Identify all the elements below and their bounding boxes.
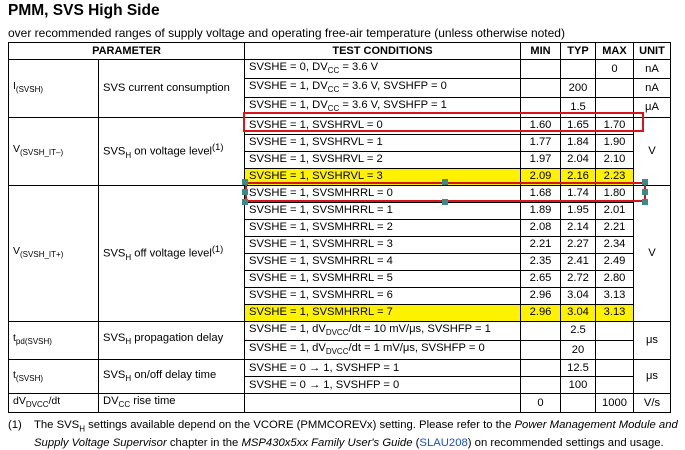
resize-handle[interactable]: [642, 199, 648, 205]
max-value: [596, 377, 634, 394]
typ-value: 1.65: [561, 117, 596, 134]
test-condition: SVSHE = 1, SVSMHRRL = 7: [245, 304, 521, 321]
test-condition: SVSHE = 0 → 1, SVSHFP = 1: [245, 360, 521, 377]
min-value: [521, 79, 561, 98]
typ-value: 100: [561, 377, 596, 394]
unit-value: nA: [634, 79, 671, 98]
max-value: 1.80: [596, 185, 634, 202]
typ-value: [561, 60, 596, 79]
resize-handle[interactable]: [242, 179, 248, 185]
typ-value: 2.72: [561, 270, 596, 287]
min-value: 2.35: [521, 253, 561, 270]
typ-value: 2.41: [561, 253, 596, 270]
min-value: 2.96: [521, 304, 561, 321]
param-symbol: $V_{(SVSH\_IT-)}$: [9, 117, 99, 185]
typ-value: 1.74: [561, 185, 596, 202]
resize-handle[interactable]: [442, 199, 448, 205]
test-condition: SVSHE = 1, SVSMHRRL = 6: [245, 287, 521, 304]
test-condition: SVSHE = 1, $DV_{CC} = 3.6$ V, SVSHFP = 1: [245, 98, 521, 117]
param-description: $SVS_H$ on/off delay time: [99, 360, 245, 394]
resize-handle[interactable]: [242, 199, 248, 205]
resize-handle[interactable]: [642, 189, 648, 195]
unit-value: V: [634, 117, 671, 185]
max-value: [596, 340, 634, 359]
max-value: 2.01: [596, 202, 634, 219]
min-value: 1.97: [521, 151, 561, 168]
table-subtitle: over recommended ranges of supply voltage and operating free-air temperature (unless otherwise noted): [8, 26, 565, 40]
min-value: 2.08: [521, 219, 561, 236]
typ-value: 2.16: [561, 168, 596, 185]
typ-value: 3.04: [561, 287, 596, 304]
footnote: (1) The $SVS_H$ settings available depend on the VCORE (PMMCOREVx) setting. Please refer to the Power Management Module and Supply Voltage Supervisor chapter in the MSP430x5xx Family User's Guide (SLAU208) on recommended settings and usage.: [8, 419, 678, 450]
table-row: [9, 321, 671, 340]
table-row: [9, 394, 671, 413]
footnote-link[interactable]: SLAU208: [419, 437, 468, 450]
typ-value: 20: [561, 340, 596, 359]
unit-value: V: [634, 185, 671, 321]
min-value: 1.68: [521, 185, 561, 202]
test-condition: SVSHE = 1, SVSMHRRL = 3: [245, 236, 521, 253]
max-value: 2.23: [596, 168, 634, 185]
param-description: $SVS_H$ on voltage level$^{(1)}$: [99, 117, 245, 185]
typ-value: 3.04: [561, 304, 596, 321]
max-value: 1.90: [596, 134, 634, 151]
param-symbol: $dV_{DVCC}/dt$: [9, 394, 99, 413]
test-condition: SVSHE = 0, $DV_{CC} = 3.6$ V: [245, 60, 521, 79]
param-description: $SVS_H$ off voltage level$^{(1)}$: [99, 185, 245, 321]
max-value: [596, 321, 634, 340]
test-condition: [245, 394, 521, 413]
typ-value: 2.14: [561, 219, 596, 236]
test-condition: SVSHE = 1, $dV_{DVCC}/dt = 10$ mV/μs, SVSHFP = 1: [245, 321, 521, 340]
max-value: 1.70: [596, 117, 634, 134]
header-typ: TYP: [561, 43, 596, 60]
max-value: [596, 79, 634, 98]
param-symbol: $I_{(SVSH)}$: [9, 60, 99, 118]
param-description: $SVS_H$ propagation delay: [99, 321, 245, 359]
test-condition: SVSHE = 0 → 1, SVSHFP = 0: [245, 377, 521, 394]
max-value: 2.49: [596, 253, 634, 270]
min-value: 0: [521, 394, 561, 413]
typ-value: 2.5: [561, 321, 596, 340]
typ-value: [561, 394, 596, 413]
max-value: 2.80: [596, 270, 634, 287]
test-condition: SVSHE = 1, SVSHRVL = 1: [245, 134, 521, 151]
test-condition: SVSHE = 1, SVSHRVL = 0: [245, 117, 521, 134]
unit-value: μs: [634, 360, 671, 394]
param-symbol: $V_{(SVSH\_IT+)}$: [9, 185, 99, 321]
min-value: 1.60: [521, 117, 561, 134]
min-value: 2.09: [521, 168, 561, 185]
test-condition: SVSHE = 1, SVSMHRRL = 0: [245, 185, 521, 202]
test-condition: SVSHE = 1, SVSMHRRL = 1: [245, 202, 521, 219]
unit-value: nA: [634, 60, 671, 79]
max-value: [596, 360, 634, 377]
param-symbol: $t_{(SVSH)}$: [9, 360, 99, 394]
min-value: 1.89: [521, 202, 561, 219]
min-value: [521, 340, 561, 359]
typ-value: 200: [561, 79, 596, 98]
min-value: [521, 360, 561, 377]
test-condition: SVSHE = 1, SVSMHRRL = 2: [245, 219, 521, 236]
typ-value: 1.84: [561, 134, 596, 151]
unit-value: μA: [634, 98, 671, 117]
table-row: [9, 60, 671, 79]
max-value: 2.34: [596, 236, 634, 253]
annotation-box-on-level: [243, 112, 644, 132]
header-unit: UNIT: [634, 43, 671, 60]
max-value: 2.10: [596, 151, 634, 168]
header-min: MIN: [521, 43, 561, 60]
min-value: 2.21: [521, 236, 561, 253]
page-title: PMM, SVS High Side: [8, 2, 160, 19]
max-value: 3.13: [596, 304, 634, 321]
header-parameter: PARAMETER: [9, 43, 245, 60]
max-value: 3.13: [596, 287, 634, 304]
param-description: SVS current consumption: [99, 60, 245, 118]
max-value: 2.21: [596, 219, 634, 236]
min-value: 1.77: [521, 134, 561, 151]
test-condition: SVSHE = 1, SVSHRVL = 2: [245, 151, 521, 168]
min-value: 2.96: [521, 287, 561, 304]
typ-value: 1.95: [561, 202, 596, 219]
table-row: [9, 360, 671, 377]
footnote-mark: (1): [8, 419, 22, 431]
header-row: [9, 43, 671, 60]
test-condition: SVSHE = 1, $dV_{DVCC}/dt = 1$ mV/μs, SVSHFP = 0: [245, 340, 521, 359]
test-condition: SVSHE = 1, SVSMHRRL = 5: [245, 270, 521, 287]
param-symbol: $t_{pd(SVSH)}$: [9, 321, 99, 359]
param-description: $DV_{CC}$ rise time: [99, 394, 245, 413]
max-value: 0: [596, 60, 634, 79]
typ-value: 1.5: [561, 98, 596, 117]
test-condition: SVSHE = 1, $DV_{CC} = 3.6$ V, SVSHFP = 0: [245, 79, 521, 98]
unit-value: μs: [634, 321, 671, 359]
unit-value: V/s: [634, 394, 671, 413]
min-value: [521, 60, 561, 79]
header-test-conditions: TEST CONDITIONS: [245, 43, 521, 60]
test-condition: SVSHE = 1, SVSHRVL = 3: [245, 168, 521, 185]
typ-value: 12.5: [561, 360, 596, 377]
specs-table: [8, 42, 671, 413]
min-value: 2.65: [521, 270, 561, 287]
max-value: 1000: [596, 394, 634, 413]
resize-handle[interactable]: [642, 179, 648, 185]
min-value: [521, 321, 561, 340]
resize-handle[interactable]: [242, 189, 248, 195]
typ-value: 2.04: [561, 151, 596, 168]
test-condition: SVSHE = 1, SVSMHRRL = 4: [245, 253, 521, 270]
header-max: MAX: [596, 43, 634, 60]
typ-value: 2.27: [561, 236, 596, 253]
resize-handle[interactable]: [442, 179, 448, 185]
min-value: [521, 377, 561, 394]
